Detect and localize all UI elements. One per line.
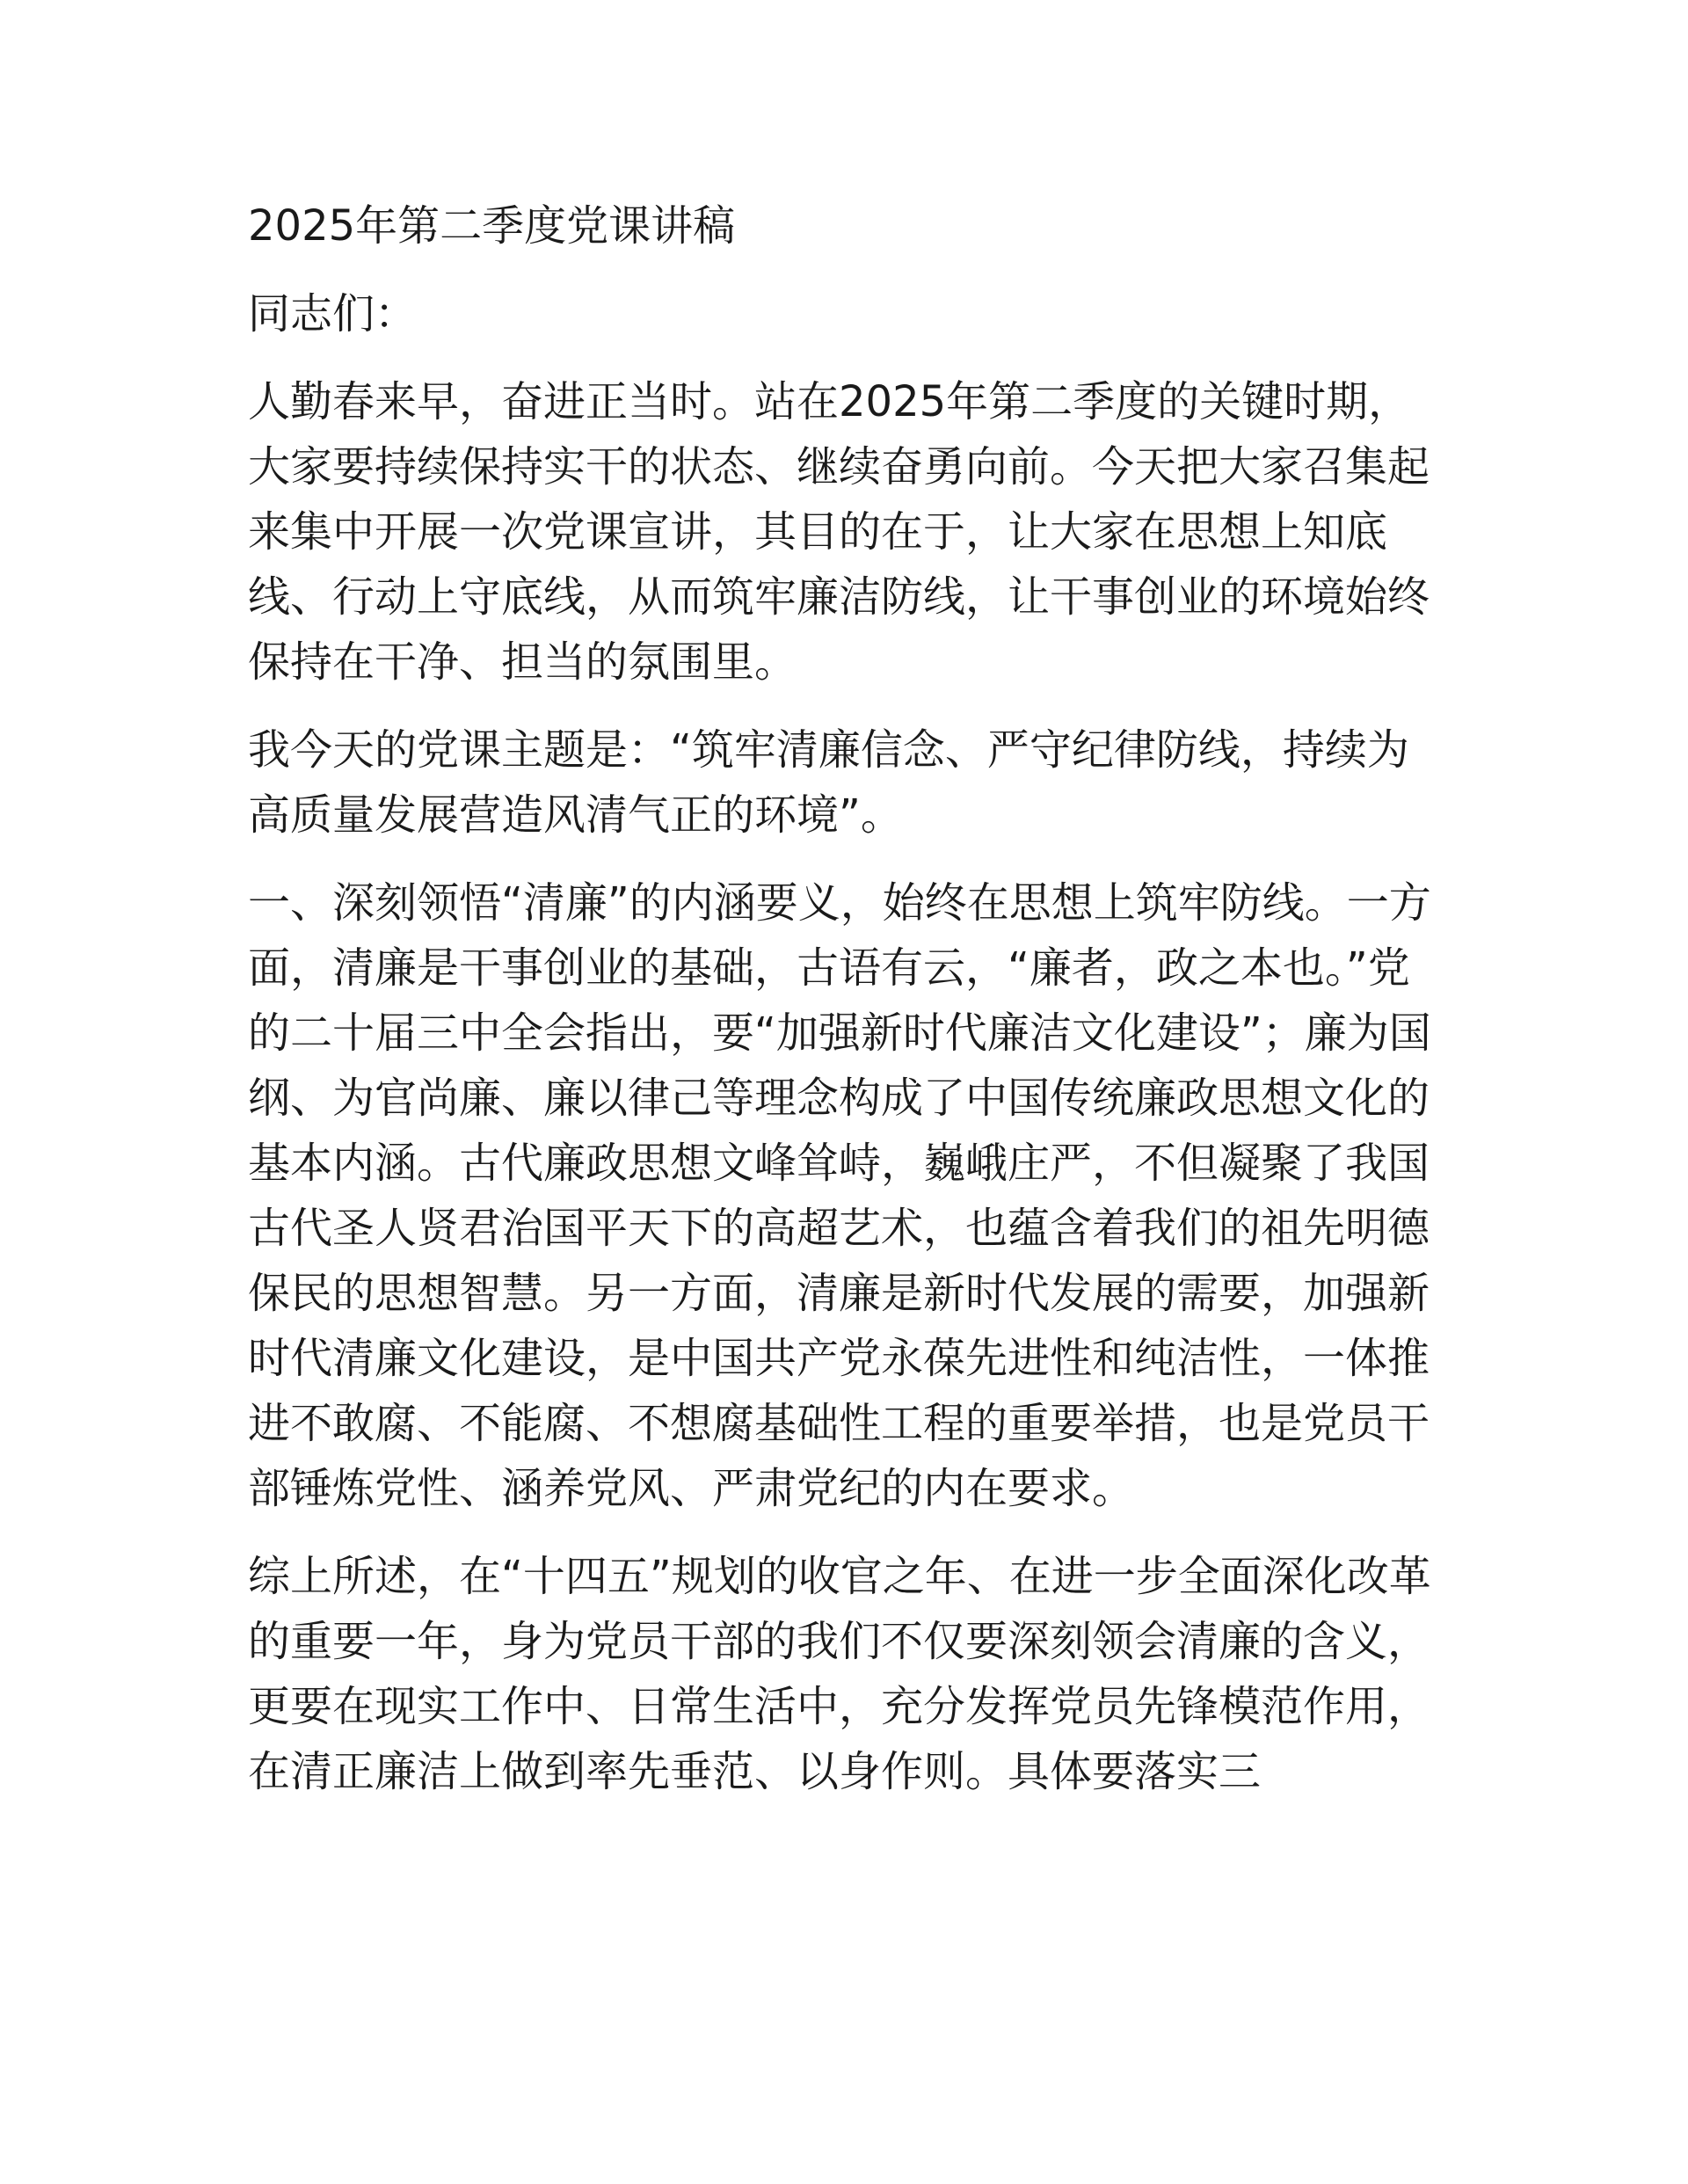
paragraph-section-one: 一、深刻领悟“清廉”的内涵要义，始终在思想上筑牢防线。一方面，清廉是干事创业的基础，古语有云，“廉者，政之本也。”党的二十届三中全会指出，要“加强新时代廉洁文化建设”；廉为国纲、为官尚廉、廉以律己等理念构成了中国传统廉政思想文化的基本内涵。古代廉政思想文峰耸峙，巍峨庄严，不但凝聚了我国古代圣人贤君治国平天下的高超艺术，也蕴含着我们的祖先明德保民的思想智慧。另一方面，清廉是新时代发展的需要，加强新时代清廉文化建设，是中国共产党永葆先进性和纯洁性，一体推进不敢腐、不能腐、不想腐基础性工程的重要举措，也是党员干部锤炼党性、涵养党风、严肃党纪的内在要求。 xyxy=(248,878,1431,1513)
greeting: 同志们： xyxy=(248,289,418,339)
paragraph-summary: 综上所述，在“十四五”规划的收官之年、在进一步全面深化改革的重要一年，身为党员干部的我们不仅要深刻领会清廉的含义，更要在现实工作中、日常生活中，充分发挥党员先锋模范作用，在清正廉洁上做到率先垂范、以身作则。具体要落实三 xyxy=(248,1552,1431,1796)
paragraph-theme: 我今天的党课主题是：“筑牢清廉信念、严守纪律防线，持续为高质量发展营造风清气正的环境”。 xyxy=(248,725,1409,840)
document-title: 2025年第二季度党课讲稿 xyxy=(248,201,736,251)
paragraph-intro: 人勤春来早，奋进正当时。站在2025年第二季度的关键时期，大家要持续保持实干的状态、继续奋勇向前。今天把大家召集起来集中开展一次党课宣讲，其目的在于，让大家在思想上知底线、行动上守底线，从而筑牢廉洁防线，让干事创业的环境始终保持在干净、担当的氛围里。 xyxy=(248,377,1430,687)
document-body xyxy=(248,193,1435,1827)
